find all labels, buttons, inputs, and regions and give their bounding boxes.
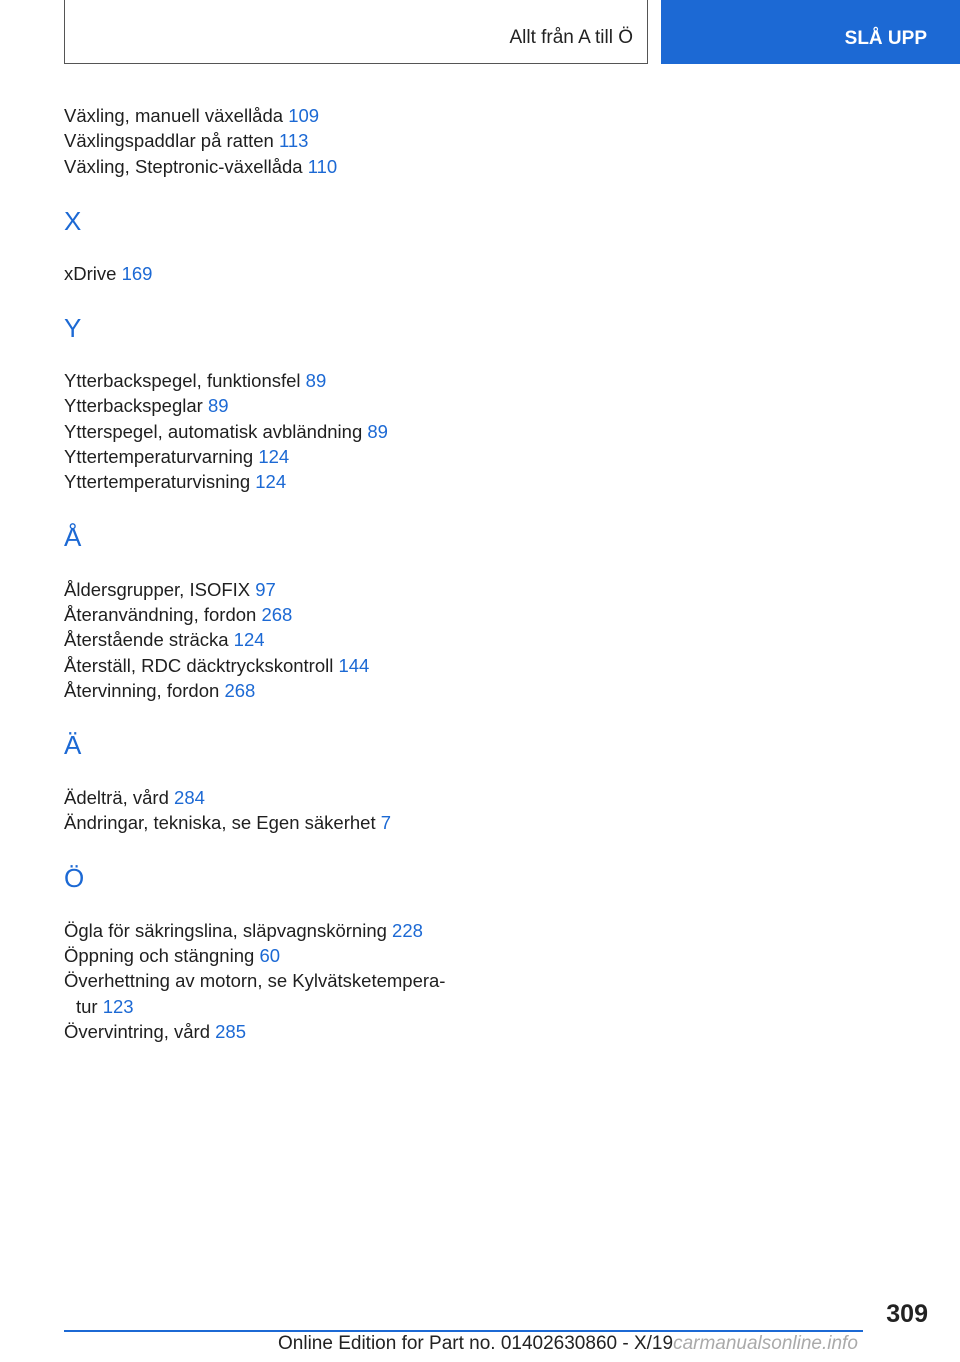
index-entry [64,103,484,128]
index-list [64,103,484,1044]
entry-term: Yttertemperaturvarning [64,446,254,468]
page-reference-link[interactable]: 97 [255,578,276,600]
index-entry [64,678,484,703]
index-entry [64,469,484,494]
index-entry [64,261,484,286]
section-title: Allt från A till Ö [509,27,633,48]
index-entry [64,918,484,943]
entry-term: Ytterbackspegel, funktionsfel [64,370,301,392]
section-letter: Ä [64,730,82,761]
entry-term: Ytterspegel, automatisk avbländning [64,420,363,442]
page-reference-link[interactable]: 89 [207,395,229,417]
index-group [64,103,484,179]
entry-term: Övervintring, vård [64,1020,210,1042]
index-group [64,521,484,703]
index-entry [64,785,484,810]
entry-term: Återställ, RDC däcktryckskontroll [64,654,334,676]
lookup-button[interactable]: SLÅ UPP [661,0,960,64]
footer-edition [278,1333,858,1355]
entry-term: Växling, manuell växellåda [64,105,284,126]
page-reference-link[interactable]: 113 [278,130,309,152]
index-entry [64,968,484,1019]
section-letter: Å [64,521,82,552]
page-reference-link[interactable]: 89 [367,420,388,442]
index-entry [64,810,484,835]
page-reference-link[interactable]: 124 [233,629,265,651]
index-entry [64,368,484,393]
entry-term-continuation: tur [76,995,98,1017]
page-number: 309 [886,1300,928,1328]
page-reference-link[interactable]: 144 [338,654,370,676]
page-reference-link[interactable]: 169 [121,262,153,284]
entry-term: Återvinning, fordon [64,679,220,701]
section-letter: Y [64,313,82,344]
index-entry [64,419,484,444]
index-entry [64,943,484,968]
entry-term: Öppning och stängning [64,945,255,967]
entry-term: Åldersgrupper, ISOFIX [64,578,251,600]
page-reference-link[interactable]: 60 [259,945,281,967]
index-entry [64,653,484,678]
entry-term: xDrive [64,262,117,284]
page-reference-link[interactable]: 284 [174,787,205,809]
index-entry [64,627,484,652]
entry-term: Ändringar, tekniska, se Egen säkerhet [64,812,376,834]
page-reference-link[interactable]: 123 [102,995,134,1017]
index-group [64,862,484,1044]
index-group [64,205,484,286]
entry-term: Yttertemperaturvisning [64,471,251,493]
page-reference-link[interactable]: 89 [305,370,327,392]
entry-term: Växlingspaddlar på ratten [64,130,274,152]
entry-term: Återstående sträcka [64,629,229,651]
index-entry [64,393,484,418]
entry-term: Återanvändning, fordon [64,603,257,625]
header-section-box [64,0,648,64]
watermark-text: carmanualsonline.info [673,1333,858,1354]
index-entry [64,602,484,627]
index-entry [64,1019,484,1044]
index-group [64,729,484,836]
page-reference-link[interactable]: 228 [392,919,423,941]
edition-text: Online Edition for Part no. 01402630860 - X/19 [278,1333,674,1354]
page-reference-link[interactable]: 109 [288,105,320,126]
section-letter: X [64,205,82,236]
index-entry [64,154,484,179]
index-entry [64,128,484,153]
entry-term: Ädelträ, vård [64,787,169,809]
entry-term: Växling, Steptronic-växellåda [64,155,303,177]
section-letter: Ö [64,862,85,893]
page-reference-link[interactable]: 268 [261,603,293,625]
index-entry [64,577,484,602]
page-reference-link[interactable]: 268 [224,679,256,701]
index-entry [64,444,484,469]
page-reference-link[interactable]: 124 [255,471,287,493]
entry-term: Ytterbackspeglar [64,395,203,417]
entry-term: Överhettning av motorn, se Kylvätsketempera- [64,970,446,992]
index-group [64,312,484,494]
page-reference-link[interactable]: 7 [380,812,392,834]
page-reference-link[interactable]: 110 [307,155,338,177]
page-reference-link[interactable]: 124 [258,446,290,468]
footer-divider [64,1330,863,1332]
page-reference-link[interactable]: 285 [215,1020,247,1042]
entry-term: Ögla för säkringslina, släpvagnskörning [64,919,387,941]
